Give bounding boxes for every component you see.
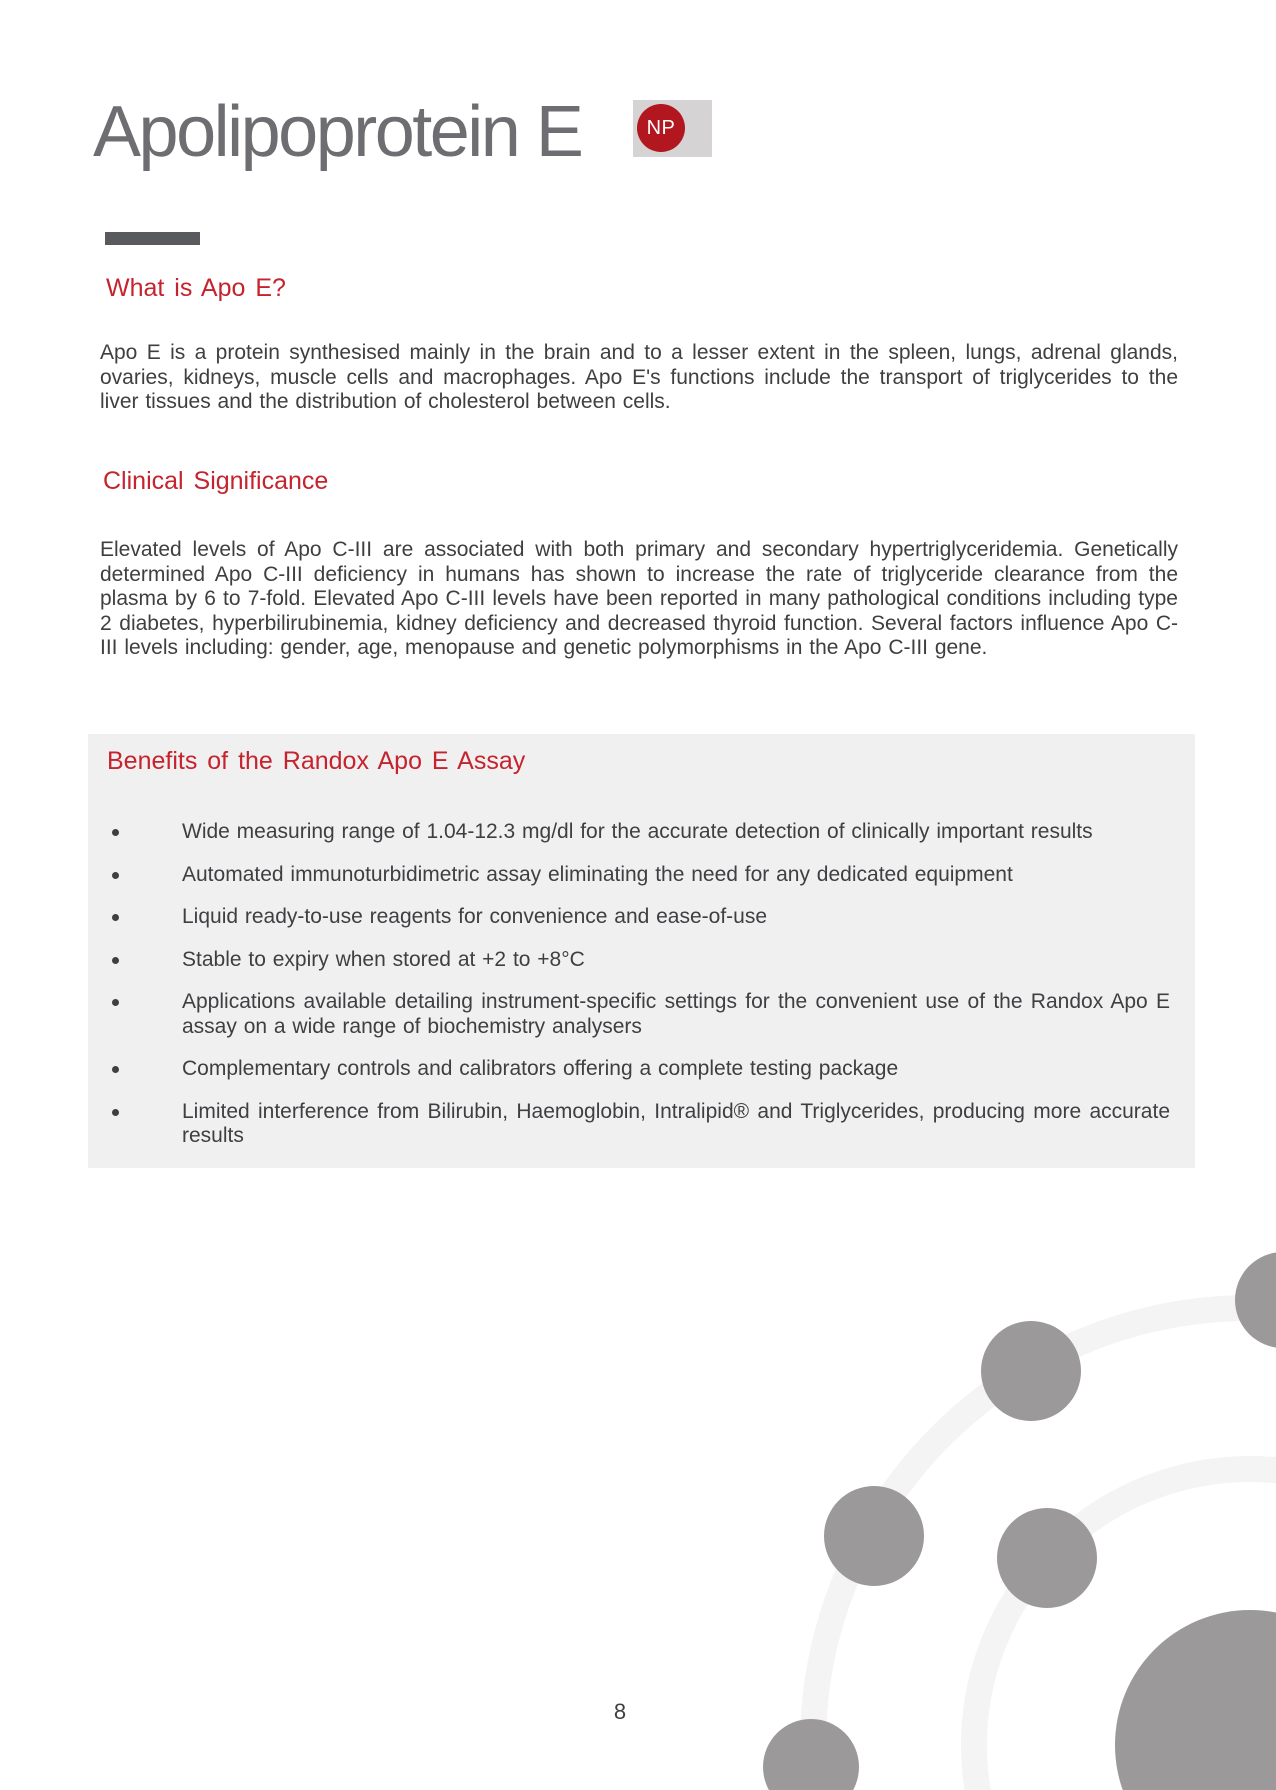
bullet-icon <box>112 1066 119 1073</box>
benefit-item <box>110 990 1170 1039</box>
np-badge <box>633 100 712 157</box>
benefits-list <box>110 820 1170 1167</box>
benefits-box <box>88 734 1195 1168</box>
section-divider-bar <box>105 232 200 245</box>
section-heading-what-is-apo-e: What is Apo E? <box>106 274 286 302</box>
benefit-item <box>110 905 1170 930</box>
benefit-item <box>110 1100 1170 1149</box>
benefit-item <box>110 1057 1170 1082</box>
np-badge-label: NP <box>646 116 676 139</box>
benefit-item <box>110 948 1170 973</box>
np-badge-circle-icon <box>637 104 685 152</box>
page-number: 8 <box>613 1699 627 1724</box>
section-heading-clinical-significance: Clinical Significance <box>103 467 329 495</box>
benefit-item-text: Applications available detailing instrument-specific settings for the convenient use of the Randox Apo E assay on a wide range of biochemistry analysers <box>182 990 1170 1038</box>
benefit-item-text: Limited interference from Bilirubin, Haemoglobin, Intralipid® and Triglycerides, producing more accurate results <box>182 1099 1170 1147</box>
bullet-icon <box>112 999 119 1006</box>
bullet-icon <box>112 829 119 836</box>
benefit-item-text: Stable to expiry when stored at +2 to +8°C <box>182 947 585 971</box>
bullet-icon <box>112 1109 119 1116</box>
benefit-item <box>110 820 1170 845</box>
bullet-icon <box>112 872 119 879</box>
benefit-item-text: Liquid ready-to-use reagents for convenience and ease-of-use <box>182 905 768 928</box>
benefit-item <box>110 863 1170 888</box>
section-body-what-is-apo-e: Apo E is a protein synthesised mainly in the brain and to a lesser extent in the spleen, lungs, adrenal glands, ovaries, kidneys, muscle cells and macrophages. Apo E's functions include the transport of triglycerides to the liver tissues and the distribution of cholesterol between cells. <box>100 341 1178 413</box>
page-title: Apolipoprotein E <box>93 92 582 172</box>
section-body-clinical-significance: Elevated levels of Apo C-III are associated with both primary and secondary hypertriglyceridemia. Genetically determined Apo C-III deficiency in humans has shown to increase the rate of triglyceride clearance from the plasma by 6 to 7-fold. Elevated Apo C-III levels have been reported in many pathological conditions including type 2 diabetes, hyperbilirubinemia, kidney deficiency and decreased thyroid function. Several factors influence Apo C-III levels including: gender, age, menopause and genetic polymorphisms in the Apo C-III gene. <box>100 538 1178 659</box>
bullet-icon <box>112 957 119 964</box>
benefits-heading: Benefits of the Randox Apo E Assay <box>107 747 526 775</box>
benefit-item-text: Complementary controls and calibrators offering a complete testing package <box>182 1057 899 1080</box>
benefit-item-text: Automated immunoturbidimetric assay eliminating the need for any dedicated equipment <box>182 862 1013 886</box>
bullet-icon <box>112 914 119 921</box>
benefit-item-text: Wide measuring range of 1.04-12.3 mg/dl for the accurate detection of clinically important results <box>182 820 1093 843</box>
